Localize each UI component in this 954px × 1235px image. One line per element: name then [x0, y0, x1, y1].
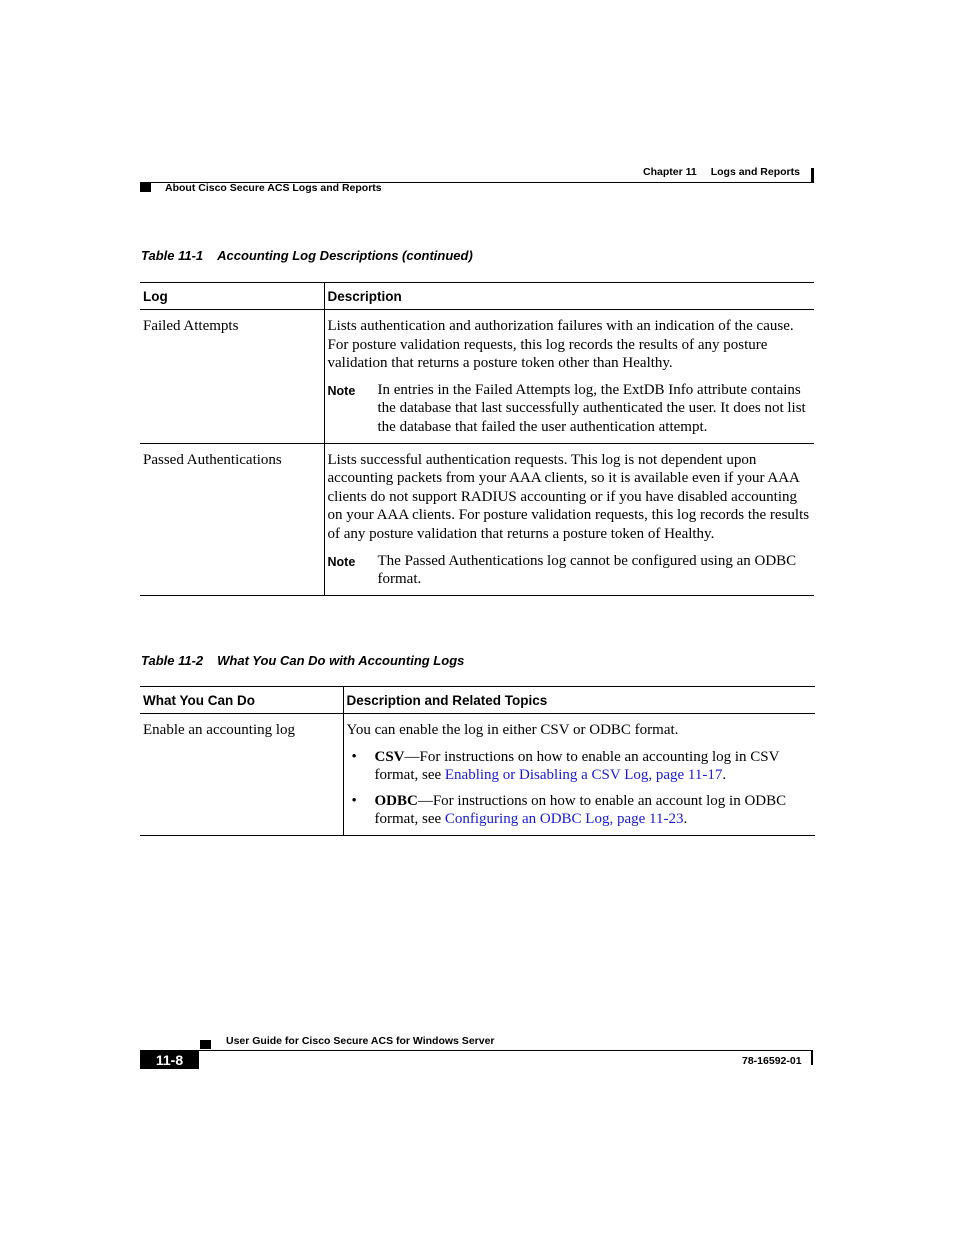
log-description-cell [324, 310, 814, 444]
footer-vertical-bar [811, 1050, 813, 1065]
bullet-icon: • [351, 748, 357, 765]
bullet-term: CSV [374, 748, 405, 765]
table-header-row [140, 687, 815, 714]
list-item [347, 748, 813, 785]
page-number: 11-8 [140, 1050, 199, 1069]
log-description: Lists successful authentication requests. This log is not dependent upon accounting packets from your AAA clients, so it is available even if your AAA clients do not support RADIUS accounting or if you have disabled accounting on your AAA clients. For posture validation requests, this log records the results of any posture validation that returns a posture token of Healthy. [327, 451, 810, 542]
log-name: Passed Authentications [140, 443, 324, 595]
bullet-end: . [722, 767, 727, 784]
odbc-log-link[interactable]: Configuring an ODBC Log, page 11-23 [444, 811, 684, 828]
table2-caption [141, 653, 464, 668]
accounting-actions-table [140, 686, 815, 836]
chapter-title: Logs and Reports [710, 166, 800, 178]
log-description-cell [324, 443, 814, 595]
header-vertical-bar [811, 168, 814, 183]
note-label: Note [327, 554, 356, 569]
header-square-marker [140, 183, 151, 192]
table1-caption [141, 248, 473, 263]
bullet-text: —For instructions on how to enable an accounting log in CSV format, see [374, 748, 780, 784]
column-header-description: Description [324, 283, 814, 310]
action-intro: You can enable the log in either CSV or ODBC format. [346, 722, 679, 738]
table1-caption-title: Accounting Log Descriptions (continued) [217, 248, 473, 263]
table2-caption-number: Table 11-2 [141, 653, 204, 668]
table-header-row [140, 283, 814, 310]
table2-caption-title: What You Can Do with Accounting Logs [217, 653, 465, 668]
chapter-number: Chapter 11 [643, 166, 697, 178]
table1-caption-number: Table 11-1 [141, 248, 204, 263]
bullet-icon: • [351, 792, 357, 809]
action-description-cell [343, 714, 815, 836]
bullet-list [347, 748, 813, 829]
footer-square-marker [200, 1040, 211, 1049]
note [328, 552, 812, 589]
running-header-section: About Cisco Secure ACS Logs and Reports [165, 182, 382, 194]
running-header-chapter [643, 166, 800, 178]
footer-guide-title: User Guide for Cisco Secure ACS for Windows Server [226, 1035, 495, 1047]
note-text: In entries in the Failed Attempts log, the ExtDB Info attribute contains the database that last successfully authenticated the user. It does not list the database that failed the user authentication attempt. [377, 381, 806, 435]
log-name: Failed Attempts [140, 310, 324, 444]
footer-rule [140, 1050, 812, 1051]
list-item-text [375, 748, 813, 785]
bullet-term: ODBC [374, 792, 418, 809]
note-label: Note [327, 383, 356, 398]
table-row [140, 310, 814, 444]
note-text: The Passed Authentications log cannot be configured using an ODBC format. [377, 552, 797, 588]
table-row [140, 714, 815, 836]
accounting-log-table [140, 282, 814, 596]
bullet-text: —For instructions on how to enable an account log in ODBC format, see [374, 792, 787, 828]
list-item-text [375, 792, 813, 829]
table-row [140, 443, 814, 595]
bullet-end: . [683, 811, 688, 828]
log-description: Lists authentication and authorization failures with an indication of the cause. For posture validation requests, this log records the results of any posture validation that returns a posture token other than Healthy. [327, 318, 794, 372]
document-number: 78-16592-01 [742, 1055, 802, 1067]
column-header-description-topics: Description and Related Topics [343, 687, 815, 714]
csv-log-link[interactable]: Enabling or Disabling a CSV Log, page 11-17 [444, 767, 723, 784]
action-name: Enable an accounting log [140, 714, 343, 836]
list-item [347, 792, 813, 829]
column-header-what-you-can-do: What You Can Do [140, 687, 343, 714]
note [328, 381, 812, 437]
column-header-log: Log [140, 283, 324, 310]
